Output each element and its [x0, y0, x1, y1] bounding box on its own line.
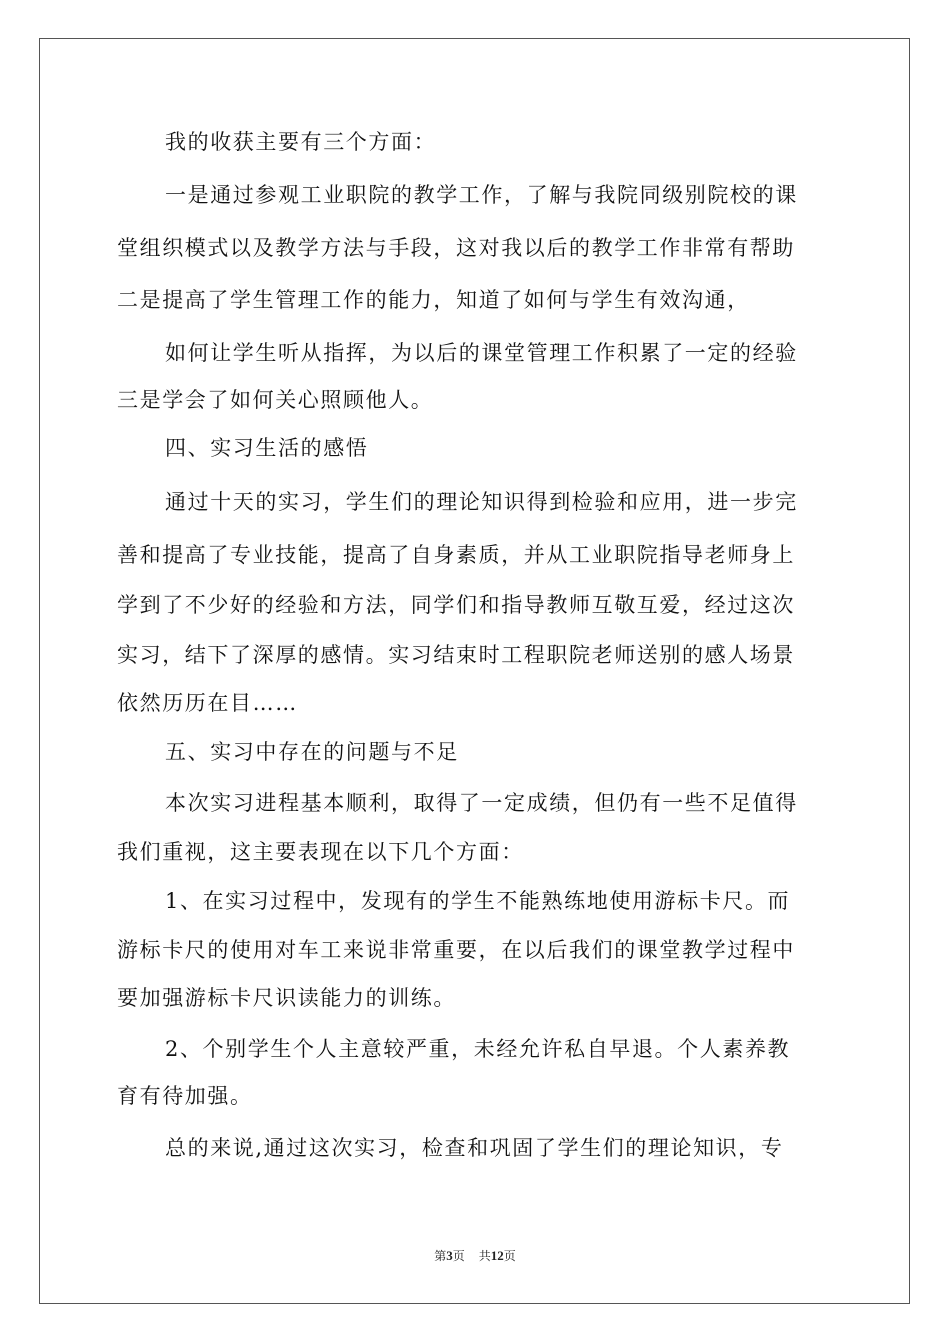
- paragraph-line: 一是通过参观工业职院的教学工作，了解与我院同级别院校的课: [165, 183, 798, 207]
- paragraph-line: 游标卡尺的使用对车工来说非常重要，在以后我们的课堂教学过程中: [117, 938, 795, 962]
- paragraph-line: 育有待加强。: [117, 1084, 253, 1108]
- section-heading: 五、实习中存在的问题与不足: [165, 740, 459, 764]
- paragraph-line: 2、个别学生个人主意较严重，未经允许私自早退。个人素养教: [165, 1037, 791, 1061]
- paragraph-line: 本次实习进程基本顺利，取得了一定成绩，但仍有一些不足值得: [165, 791, 798, 815]
- footer-total-suffix: 页: [503, 1249, 516, 1263]
- paragraph-line: 学到了不少好的经验和方法，同学们和指导教师互敬互爱，经过这次: [117, 593, 795, 617]
- paragraph-line: 1、在实习过程中，发现有的学生不能熟练地使用游标卡尺。而: [165, 889, 791, 913]
- paragraph-line: 通过十天的实习，学生们的理论知识得到检验和应用，进一步完: [165, 490, 798, 514]
- paragraph-line: 总的来说,通过这次实习，检查和巩固了学生们的理论知识，专: [165, 1136, 784, 1160]
- paragraph-line: 实习，结下了深厚的感情。实习结束时工程职院老师送别的感人场景: [117, 643, 795, 667]
- footer-total-prefix: 共: [478, 1249, 491, 1263]
- paragraph-line: 我的收获主要有三个方面：: [165, 130, 437, 154]
- paragraph-line: 堂组织模式以及教学方法与手段，这对我以后的教学工作非常有帮助: [117, 236, 795, 260]
- paragraph-line: 要加强游标卡尺识读能力的训练。: [117, 986, 456, 1010]
- footer-page-total: 12: [490, 1248, 504, 1263]
- footer-page-current: 3: [446, 1248, 453, 1263]
- paragraph-line: 善和提高了专业技能，提高了自身素质，并从工业职院指导老师身上: [117, 543, 795, 567]
- section-heading: 四、实习生活的感悟: [165, 436, 369, 460]
- paragraph-line: 依然历历在目……: [117, 691, 298, 715]
- paragraph-line: 二是提高了学生管理工作的能力，知道了如何与学生有效沟通，: [117, 288, 750, 312]
- paragraph-line: 我们重视，这主要表现在以下几个方面：: [117, 840, 524, 864]
- footer-page-prefix: 第: [434, 1249, 447, 1263]
- paragraph-line: 三是学会了如何关心照顾他人。: [117, 388, 434, 412]
- footer-page-suffix: 页: [452, 1249, 465, 1263]
- paragraph-line: 如何让学生听从指挥，为以后的课堂管理工作积累了一定的经验: [165, 341, 798, 365]
- page-footer: [0, 1247, 950, 1265]
